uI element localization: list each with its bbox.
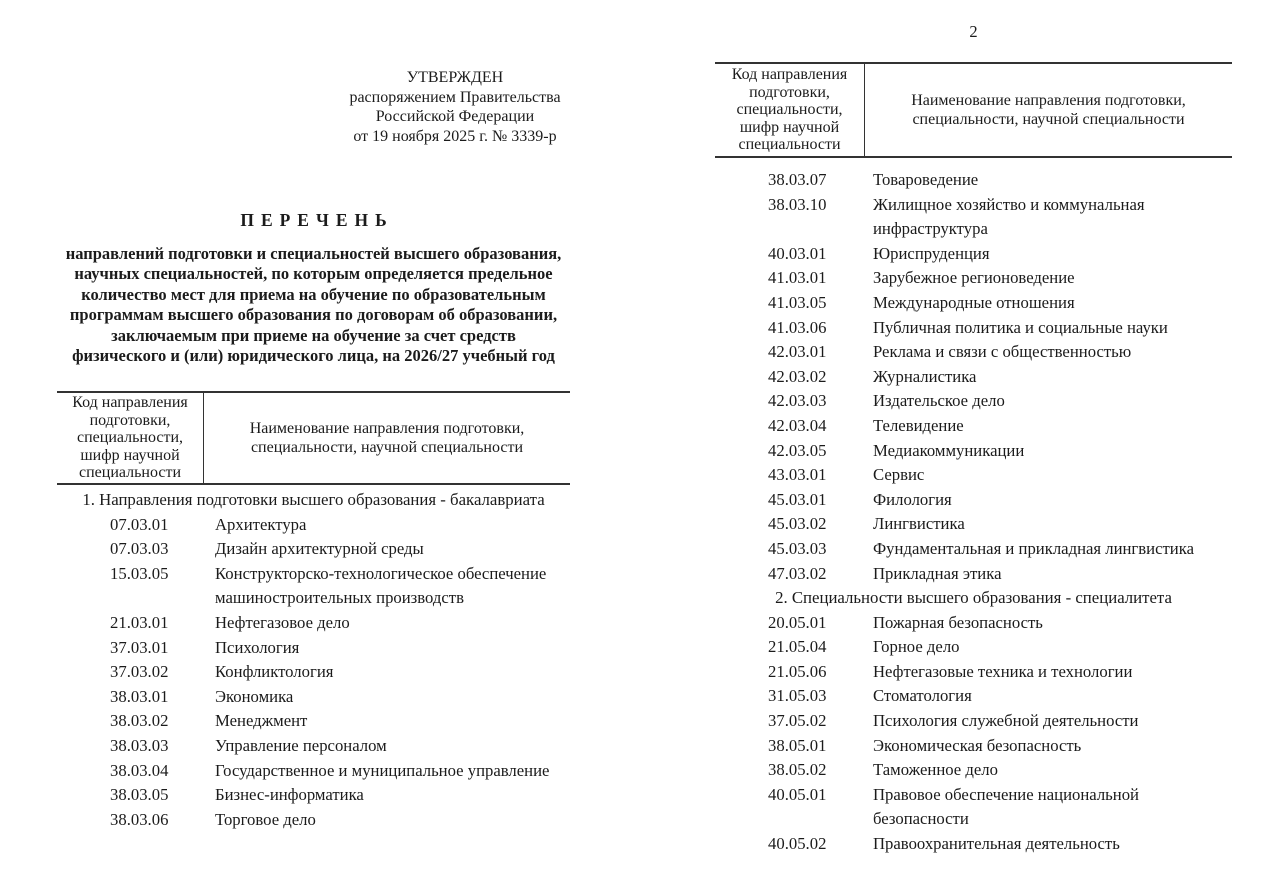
specialty-name: Прикладная этика [873, 563, 1002, 583]
specialty-name: Товароведение [873, 170, 979, 189]
specialty-code: 07.03.03 [110, 539, 169, 559]
table-row [715, 537, 1232, 562]
document-subtitle [57, 244, 570, 366]
specialty-name: Медиакоммуникации [873, 440, 1025, 460]
page-number: 2 [969, 22, 978, 41]
code-column-header-line: специальности [738, 136, 841, 154]
specialty-code: 07.03.01 [110, 514, 169, 534]
specialty-code: 42.03.03 [768, 391, 827, 411]
table-row [715, 266, 1232, 291]
specialty-name: Международные отношения [873, 292, 1075, 312]
table-row [715, 439, 1232, 464]
specialty-name: Жилищное хозяйство и коммунальная инфраструктура [873, 194, 1145, 239]
specialty-code: 43.03.01 [768, 465, 827, 485]
specialty-name: Журналистика [873, 366, 977, 386]
page1-rows [57, 513, 570, 833]
specialty-code: 40.05.01 [768, 784, 827, 804]
approval-line: распоряжением Правительства [349, 88, 561, 106]
table-row [57, 734, 570, 759]
table-row [57, 611, 570, 636]
approval-line: от 19 ноября 2025 г. № 3339-р [353, 127, 557, 145]
table-row [715, 660, 1232, 685]
code-column-header-line: специальности, [76, 429, 184, 447]
code-column-header-line: специальности [78, 464, 182, 482]
table-row [57, 636, 570, 661]
table-row [57, 685, 570, 710]
table-row [57, 783, 570, 808]
code-column-header-line: Код направления [72, 394, 188, 412]
page-2 [715, 0, 1232, 881]
specialty-code: 38.03.10 [768, 194, 827, 214]
code-column-header [715, 64, 865, 156]
document-title: ПЕРЕЧЕНЬ [240, 210, 394, 230]
table-row [715, 684, 1232, 709]
section-1-heading: 1. Направления подготовки высшего образования - бакалавриата [82, 490, 545, 509]
name-column-header-line: Наименование направления подготовки, [911, 92, 1186, 109]
specialty-code: 42.03.05 [768, 440, 827, 460]
specialty-code: 41.03.05 [768, 292, 827, 312]
name-column-header [865, 64, 1232, 156]
code-column-header [57, 393, 204, 483]
specialty-code: 15.03.05 [110, 563, 169, 583]
table-row [715, 463, 1232, 488]
page1-table-body [57, 488, 570, 832]
page-1 [57, 0, 570, 881]
table-row [715, 635, 1232, 660]
specialty-name: Конфликтология [215, 662, 334, 682]
specialty-name: Таможенное дело [873, 760, 998, 780]
subtitle-line: количество мест для приема на обучение по образовательным [81, 284, 546, 304]
specialty-name: Горное дело [873, 637, 960, 657]
approval-line: Российской Федерации [375, 108, 535, 125]
specialty-name: Психология служебной деятельности [873, 711, 1139, 731]
specialty-code: 37.05.02 [768, 711, 827, 731]
specialty-name: Бизнес-информатика [215, 785, 364, 805]
code-column-header-line: Код направления [731, 66, 848, 84]
table-row [715, 340, 1232, 365]
specialty-code: 21.05.04 [768, 637, 827, 657]
specialty-name: Лингвистика [873, 514, 965, 534]
table-row [715, 611, 1232, 636]
specialty-code: 38.03.01 [110, 686, 169, 706]
specialty-name: Нефтегазовое дело [215, 612, 350, 632]
specialty-name: Дизайн архитектурной среды [215, 539, 424, 559]
specialty-name: Юриспруденция [873, 243, 990, 263]
table-row [715, 512, 1232, 537]
specialty-name: Филология [873, 489, 952, 509]
specialty-code: 21.05.06 [768, 661, 827, 681]
specialty-name: Управление персоналом [215, 735, 387, 755]
specialty-code: 21.03.01 [110, 612, 169, 632]
table-row [57, 537, 570, 562]
specialty-code: 37.03.01 [110, 637, 169, 657]
specialty-code: 38.03.02 [110, 711, 169, 731]
specialty-name: Торговое дело [215, 809, 316, 829]
code-column-header-line: шифр научной [80, 446, 180, 464]
table-row [715, 709, 1232, 734]
table-row [715, 832, 1232, 857]
name-column-header-line: Наименование направления подготовки, [249, 420, 525, 437]
specialty-name: Правоохранительная деятельность [873, 834, 1120, 854]
specialty-code: 41.03.06 [768, 317, 827, 337]
specialty-code: 40.03.01 [768, 243, 827, 263]
table-row [57, 808, 570, 833]
subtitle-line: физического и (или) юридического лица, на 2026/27 учебный год [72, 346, 555, 366]
specialty-code: 20.05.01 [768, 612, 827, 632]
specialty-name: Фундаментальная и прикладная лингвистика [873, 538, 1194, 558]
specialty-name: Стоматология [873, 686, 972, 706]
specialty-code: 38.03.03 [110, 735, 169, 755]
specialty-name: Сервис [873, 465, 925, 485]
table-row [715, 488, 1232, 513]
specialty-name: Нефтегазовые техника и технологии [873, 661, 1133, 681]
code-column-header-line: подготовки, [89, 411, 171, 429]
page2-specialist-rows [715, 611, 1232, 857]
specialty-name: Менеджмент [215, 711, 308, 731]
table-row [57, 660, 570, 685]
specialty-code: 38.05.02 [768, 760, 827, 780]
specialty-name: Конструкторско-технологическое обеспечение машиностроительных производств [215, 563, 547, 608]
table-row [715, 734, 1232, 759]
table-row [715, 783, 1232, 832]
table-row [715, 168, 1232, 193]
approval-line: УТВЕРЖДЕН [406, 69, 504, 86]
specialty-code: 40.05.02 [768, 834, 827, 854]
specialty-code: 42.03.04 [768, 415, 827, 435]
specialty-code: 38.03.07 [768, 170, 827, 189]
table-row [715, 562, 1232, 587]
code-column-header-line: подготовки, [749, 83, 830, 101]
specialty-code: 45.03.03 [768, 538, 827, 558]
subtitle-line: направлений подготовки и специальностей высшего образования, [65, 244, 562, 263]
table-header-page2 [715, 62, 1232, 158]
specialty-code: 38.03.06 [110, 809, 169, 829]
table-row [57, 562, 570, 611]
specialty-name: Издательское дело [873, 391, 1005, 411]
specialty-name: Государственное и муниципальное управление [215, 760, 550, 780]
specialty-code: 38.03.04 [110, 760, 169, 780]
table-header-page1 [57, 391, 570, 485]
table-row [715, 291, 1232, 316]
table-row [715, 316, 1232, 341]
table-row [57, 709, 570, 734]
specialty-code: 45.03.02 [768, 514, 827, 534]
specialty-name: Зарубежное регионоведение [873, 268, 1075, 288]
name-column-header-line: специальности, научной специальности [250, 439, 524, 456]
name-column-header [204, 393, 570, 483]
specialty-code: 42.03.01 [768, 342, 827, 362]
specialty-name: Пожарная безопасность [873, 612, 1043, 632]
specialty-code: 47.03.02 [768, 563, 827, 583]
specialty-name: Реклама и связи с общественностью [873, 342, 1132, 362]
section-2-heading: 2. Специальности высшего образования - специалитета [775, 588, 1172, 608]
table-row [57, 759, 570, 784]
approval-block [339, 68, 571, 146]
page2-table-body [715, 168, 1232, 857]
specialty-code: 31.05.03 [768, 686, 827, 706]
code-column-header-line: шифр научной [739, 118, 840, 136]
table-row [715, 242, 1232, 267]
specialty-name: Телевидение [873, 415, 964, 435]
specialty-name: Экономическая безопасность [873, 735, 1082, 755]
subtitle-line: научных специальностей, по которым определяется предельное [74, 264, 553, 284]
specialty-code: 45.03.01 [768, 489, 827, 509]
page2-bachelor-rows [715, 168, 1232, 586]
specialty-name: Правовое обеспечение национальной безопасности [873, 784, 1139, 829]
specialty-code: 38.05.01 [768, 735, 827, 755]
specialty-name: Архитектура [215, 514, 307, 534]
table-row [715, 193, 1232, 242]
specialty-code: 37.03.02 [110, 662, 169, 682]
subtitle-line: заключаемым при приеме на обучение за счет средств [111, 325, 516, 345]
subtitle-line: программам высшего образования по договорам об образовании, [69, 305, 558, 325]
table-row [57, 513, 570, 538]
specialty-code: 38.03.05 [110, 785, 169, 805]
specialty-name: Экономика [215, 686, 294, 706]
specialty-name: Публичная политика и социальные науки [873, 317, 1168, 337]
specialty-code: 41.03.01 [768, 268, 827, 288]
specialty-code: 42.03.02 [768, 366, 827, 386]
specialty-name: Психология [215, 637, 300, 657]
code-column-header-line: специальности, [736, 101, 843, 119]
table-row [715, 389, 1232, 414]
table-row [715, 414, 1232, 439]
name-column-header-line: специальности, научной специальности [912, 111, 1185, 128]
table-row [715, 758, 1232, 783]
table-row [715, 365, 1232, 390]
